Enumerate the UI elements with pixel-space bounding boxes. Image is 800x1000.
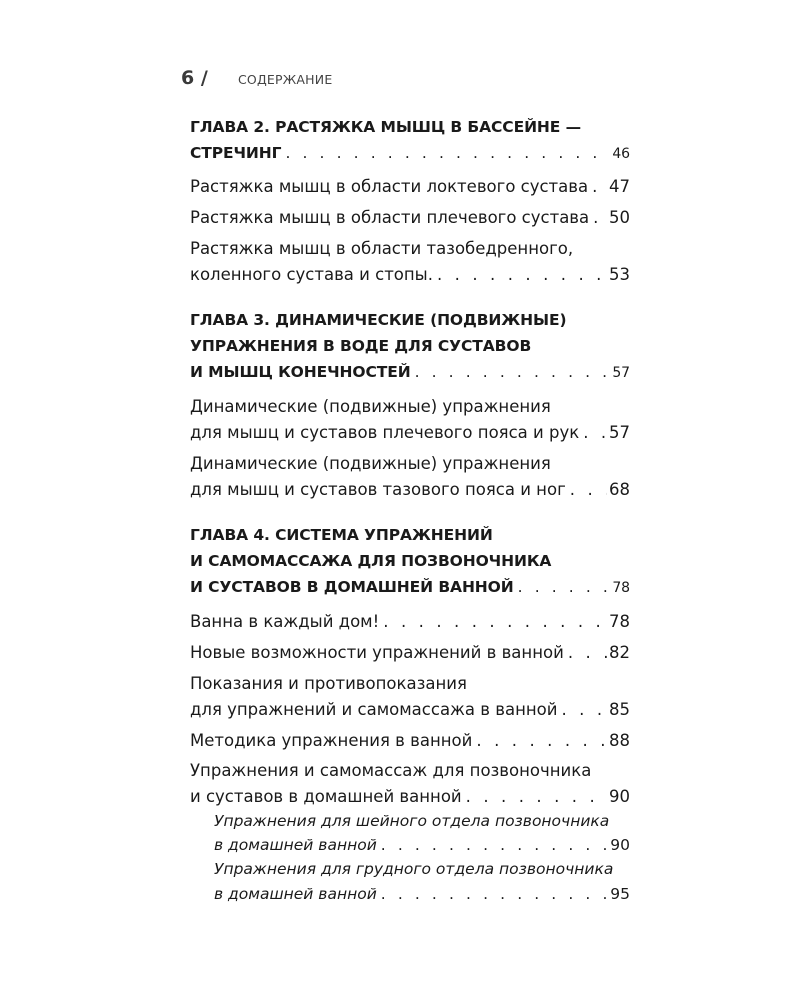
- chapter-4-title-line-1[interactable]: ГЛАВА 4. СИСТЕМА УПРАЖНЕНИЙ: [190, 526, 493, 544]
- subentry-title: в домашней ванной: [214, 836, 377, 854]
- toc-entry-line-2[interactable]: [190, 786, 630, 808]
- dot-leader: [472, 730, 607, 752]
- entry-page: 57: [609, 423, 630, 442]
- subentry-page: 95: [610, 885, 630, 903]
- chapter-3-title-line-3[interactable]: [190, 361, 630, 383]
- chapter-3-page: 57: [612, 365, 630, 381]
- entry-page: 78: [609, 612, 630, 631]
- toc-entry[interactable]: [190, 207, 630, 229]
- entry-page: 90: [609, 787, 630, 806]
- entry-page: 85: [609, 700, 630, 719]
- toc-entry-line-2[interactable]: [190, 264, 630, 286]
- entry-page: 68: [609, 480, 630, 499]
- chapter-4-title-line-3[interactable]: [190, 576, 630, 598]
- entry-page: 47: [609, 177, 630, 196]
- section-title: СОДЕРЖАНИЕ: [238, 72, 333, 87]
- entry-title: и суставов в домашней ванной: [190, 787, 462, 806]
- dot-leader: [379, 611, 607, 633]
- dot-leader: [589, 207, 607, 229]
- entry-title: коленного сустава и стопы.: [190, 265, 433, 284]
- chapter-2-page: 46: [612, 146, 630, 162]
- entry-page: 82: [609, 643, 630, 662]
- entry-page: 88: [609, 731, 630, 750]
- chapter-3-title-line-2[interactable]: УПРАЖНЕНИЯ В ВОДЕ ДЛЯ СУСТАВОВ: [190, 337, 532, 355]
- dot-leader: [557, 699, 607, 721]
- subentry-page: 90: [610, 836, 630, 854]
- entry-title: Методика упражнения в ванной: [190, 731, 473, 750]
- dot-leader: [281, 142, 610, 164]
- dot-leader: [514, 576, 611, 598]
- entry-title: для упражнений и самомассажа в ванной: [190, 700, 558, 719]
- chapter-2-title-line-2[interactable]: [190, 142, 630, 164]
- dot-leader: [433, 264, 607, 286]
- chapter-4-page: 78: [612, 580, 630, 596]
- toc-entry-line-1[interactable]: Динамические (подвижные) упражнения: [190, 397, 551, 416]
- entry-title: для мышц и суставов плечевого пояса и рук: [190, 423, 580, 442]
- dot-leader: [377, 883, 609, 905]
- toc-entry-line-2[interactable]: [190, 479, 630, 501]
- toc-entry[interactable]: [190, 176, 630, 198]
- dot-leader: [411, 361, 611, 383]
- toc-entry-line-2[interactable]: [190, 422, 630, 444]
- toc-subentry-line-2[interactable]: [214, 883, 630, 905]
- entry-title: для мышц и суставов тазового пояса и ног: [190, 480, 566, 499]
- entry-title: Растяжка мышц в области плечевого сустава: [190, 208, 590, 227]
- dot-leader: [462, 786, 607, 808]
- toc-entry-line-2[interactable]: [190, 699, 630, 721]
- dot-leader: [566, 479, 607, 501]
- chapter-3-title-line-1[interactable]: ГЛАВА 3. ДИНАМИЧЕСКИЕ (ПОДВИЖНЫЕ): [190, 311, 567, 329]
- toc-subentry-line-2[interactable]: [214, 834, 630, 856]
- entry-page: 53: [609, 265, 630, 284]
- chapter-2-title-line-1[interactable]: ГЛАВА 2. РАСТЯЖКА МЫШЦ В БАССЕЙНЕ —: [190, 118, 581, 136]
- toc-entry-line-1[interactable]: Упражнения и самомассаж для позвоночника: [190, 761, 592, 780]
- toc-subentry-line-1[interactable]: Упражнения для грудного отдела позвоночника: [214, 860, 614, 878]
- entry-title: Ванна в каждый дом!: [190, 612, 380, 631]
- dot-leader: [564, 642, 607, 664]
- toc-entry-line-1[interactable]: Показания и противопоказания: [190, 674, 467, 693]
- toc-subentry-line-1[interactable]: Упражнения для шейного отдела позвоночника: [214, 812, 610, 830]
- page-number: 6 /: [181, 67, 208, 89]
- toc-entry[interactable]: [190, 642, 630, 664]
- toc-entry[interactable]: [190, 611, 630, 633]
- toc-entry[interactable]: [190, 730, 630, 752]
- dot-leader: [377, 834, 609, 856]
- toc-entry-line-1[interactable]: Растяжка мышц в области тазобедренного,: [190, 239, 574, 258]
- subentry-title: в домашней ванной: [214, 885, 377, 903]
- chapter-4-title-end: И СУСТАВОВ В ДОМАШНЕЙ ВАННОЙ: [190, 578, 514, 596]
- dot-leader: [579, 422, 607, 444]
- entry-title: Новые возможности упражнений в ванной: [190, 643, 564, 662]
- entry-title: Растяжка мышц в области локтевого сустава: [190, 177, 589, 196]
- chapter-3-title-end: И МЫШЦ КОНЕЧНОСТЕЙ: [190, 363, 411, 381]
- toc-entry-line-1[interactable]: Динамические (подвижные) упражнения: [190, 454, 551, 473]
- chapter-2-title-end: СТРЕЧИНГ: [190, 144, 282, 162]
- chapter-4-title-line-2[interactable]: И САМОМАССАЖА ДЛЯ ПОЗВОНОЧНИКА: [190, 552, 552, 570]
- entry-page: 50: [609, 208, 630, 227]
- dot-leader: [588, 176, 607, 198]
